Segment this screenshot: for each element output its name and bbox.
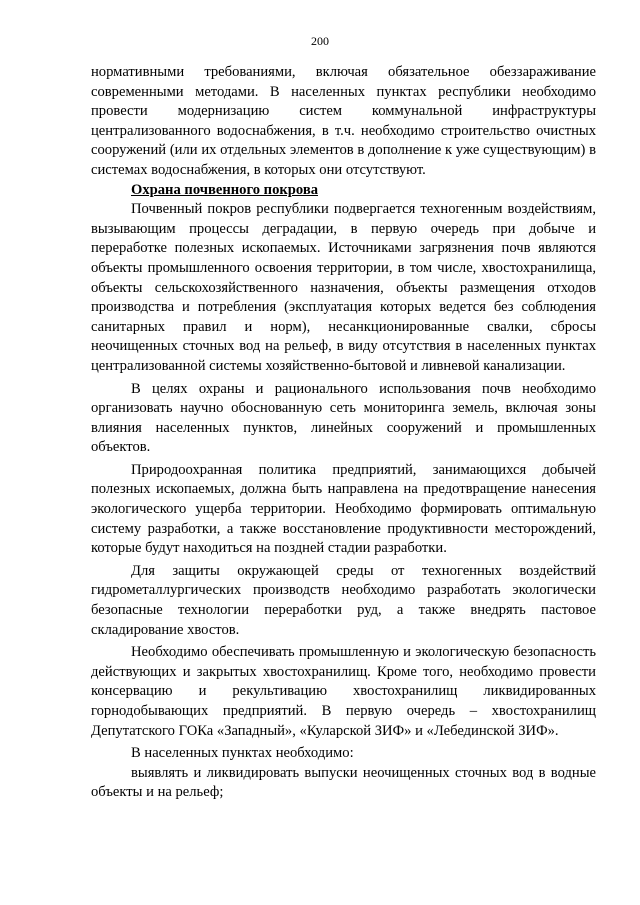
- paragraph-settlements-intro: В населенных пунктах необходимо:: [131, 745, 354, 762]
- paragraph-soil-monitoring: В целях охраны и рационального использования почв необходимо организовать научно обоснованную сеть мониторинга земель, включая зоны влияния населенных пунктов, линейных сооружений и промышленных объектов.: [91, 380, 596, 456]
- paragraph-tailings-safety: Необходимо обеспечивать промышленную и экологическую безопасность действующих и закрытых хвостохранилищ. Кроме того, необходимо провести консервацию и рекультивацию хвостохранилищ ликвидированных горнодобывающих предприятий. В первую очередь – хвостохранилищ Депутатского ГОКа «Западный», «Куларской ЗИФ» и «Лебединской ЗИФ».: [91, 644, 596, 739]
- paragraph-hydrometallurgy: Для защиты окружающей среды от техногенных воздействий гидрометаллургических производств необходимо разработать экологически безопасные технологии переработки руд, а также внедрять пастовое складирование хвостов.: [91, 562, 596, 638]
- paragraph-wastewater-discharge: выявлять и ликвидировать выпуски неочищенных сточных вод в водные объекты и на рельеф;: [91, 764, 596, 801]
- paragraph-water-supply: нормативными требованиями, включая обязательное обеззараживание современными методами. В населенных пунктах республики необходимо провести модернизацию систем коммунальной инфраструктуры централизованного водоснабжения, в т.ч. необходимо строительство очистных сооружений (или их отдельных элементов в дополнение к уже существующим) в системах водоснабжения, в которых они отсутствуют.: [91, 64, 596, 178]
- document-body: [91, 63, 596, 803]
- section-heading: Охрана почвенного покрова: [131, 181, 318, 198]
- page-number: 200: [311, 34, 329, 48]
- paragraph-environmental-policy: Природоохранная политика предприятий, занимающихся добычей полезных ископаемых, должна быть направлена на предотвращение нанесения экологического ущерба территории. Необходимо формировать оптимальную систему разработки, а также восстановление продуктивности месторождений, которые будут находиться на поздней стадии разработки.: [91, 461, 596, 557]
- paragraph-soil-impact: Почвенный покров республики подвергается техногенным воздействиям, вызывающим процессы деградации, в первую очередь при добыче и переработке полезных ископаемых. Источниками загрязнения почв являются объекты промышленного освоения территории, в том числе, хвостохранилища, объекты сельскохозяйственного назначения, объекты размещения отходов производства и потребления (эксплуатация которых ведется без соблюдения санитарных правил и норм), несанкционированные свалки, сбросы неочищенных сточных вод на рельеф, в виду отсутствия в населенных пунктах централизованной системы хозяйственно-бытовой и ливневой канализации.: [91, 201, 596, 374]
